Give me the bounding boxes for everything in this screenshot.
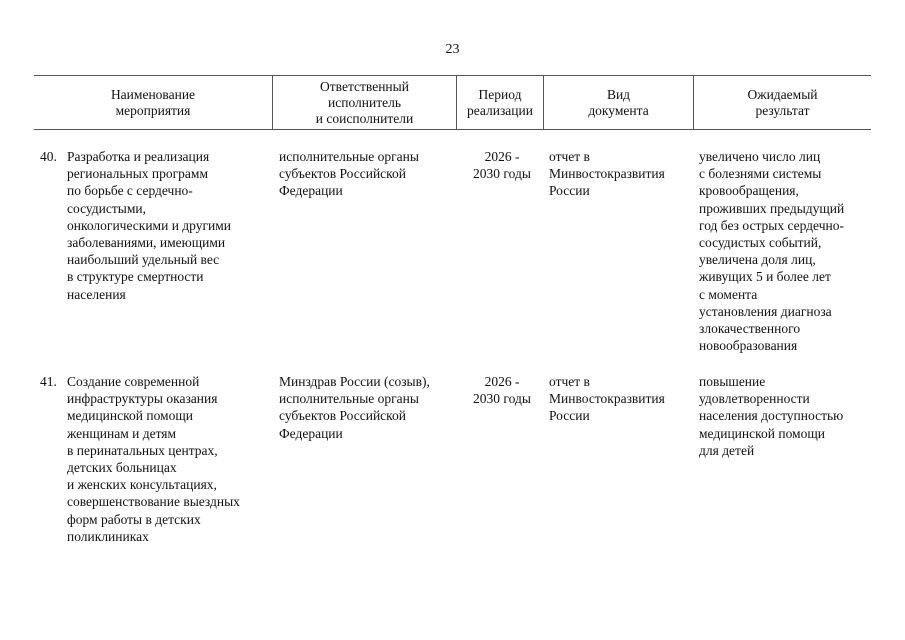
header-result: Ожидаемый результат (747, 86, 818, 118)
header-document: Вид документа (588, 86, 649, 118)
row-number: 40. (40, 149, 57, 164)
row-responsible: исполнительные органы субъектов Российской Федерации (279, 149, 419, 199)
page-number: 23 (445, 42, 460, 57)
row-responsible: Минздрав России (созыв), исполнительные органы субъектов Российской Федерации (279, 374, 430, 441)
row-result: повышение удовлетворенности населения доступностью медицинской помощи для детей (699, 374, 844, 458)
table-header-bottom-rule (34, 129, 871, 130)
header-period: Период реализации (467, 86, 533, 118)
header-responsible: Ответственный исполнитель и соисполнители (315, 78, 414, 126)
row-period: 2026 - 2030 годы (473, 149, 531, 182)
row-name: Создание современной инфраструктуры оказания медицинской помощи женщинам и детям в перинатальных центрах, детских больницах и женских консультациях, совершенствование выездных форм работы в детских поликлиниках (67, 374, 240, 544)
header-name: Наименование мероприятия (110, 86, 196, 118)
row-number: 41. (40, 374, 57, 389)
row-name: Разработка и реализация региональных программ по борьбе с сердечно- сосудистыми, онкологическими и другими заболеваниями, имеющими наибольший удельный вес в структуре смертности населения (67, 149, 232, 302)
row-result: увеличено число лиц с болезнями системы кровообращения, проживших предыдущий год без острых сердечно- сосудистых событий, увеличена доля лиц, живущих 5 и более лет с момента установления диагноза злокачественного новообразования (699, 149, 845, 354)
row-period: 2026 - 2030 годы (473, 374, 531, 407)
row-document: отчет в Минвостокразвития России (549, 149, 665, 199)
row-document: отчет в Минвостокразвития России (549, 374, 665, 424)
